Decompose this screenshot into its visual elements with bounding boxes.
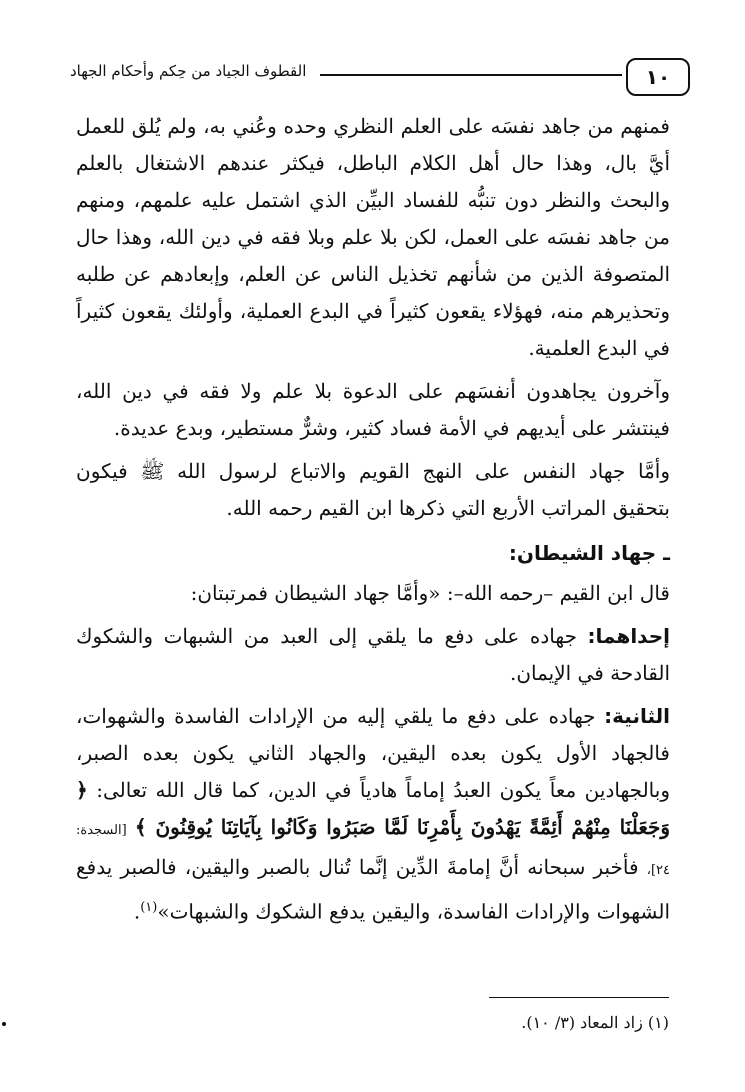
section-heading: ـ جهاد الشيطان: <box>508 541 670 565</box>
first-rank-lead: إحداهما: <box>587 624 670 648</box>
page-header <box>70 52 690 100</box>
footnote: (١) زاد المعاد (٣/ ١٠). <box>521 1013 669 1032</box>
page-body <box>76 108 670 937</box>
margin-mark <box>2 1022 6 1026</box>
second-rank-paragraph <box>76 698 670 931</box>
footnote-rule <box>489 997 669 998</box>
second-rank-conclusion: فأخبر سبحانه أنَّ إمامةَ الدِّين إنَّما تُنال بالصبر واليقين، فالصبر يدفع الشهوات والإرادات الفاسدة، واليقين يدفع الشكوك والشبهات» <box>76 855 670 924</box>
running-title: القطوف الجياد من حِكم وأحكام الجهاد <box>70 62 307 80</box>
quran-reference: [السجدة: ٢٤]، <box>76 823 671 878</box>
paragraph-1: فمنهم من جاهد نفسَه على العلم النظري وحده وعُني به، ولم يُلق للعمل أيَّ بال، وهذا حال أهل الكلام الباطل، فيكثر عندهم الاشتغال بالعلم والبحث والنظر دون تنبُّه للفساد البيِّن الذي اشتمل عليه علمهم، ومنهم من جاهد نفسَه على العمل، لكن بلا علم وبلا فقه في دين الله، وهذا حال المتصوفة الذين من شأنهم تخذيل الناس عن العلم، وإبعادهم عن طلبه وتحذيرهم منه، فهؤلاء يقعون كثيراً في البدع العملية، وأولئك يقعون كثيراً في البدع العلمية. <box>76 114 670 360</box>
paragraph-3: وأمَّا جهاد النفس على النهج القويم والاتباع لرسول الله ﷺ فيكون بتحقيق المراتب الأربع التي ذكرها ابن القيم رحمه الله. <box>76 459 670 520</box>
second-rank-lead: الثانية: <box>604 704 670 728</box>
end-period: . <box>133 899 141 924</box>
paragraph-2: وآخرون يجاهدون أنفسَهم على الدعوة بلا علم ولا فقه في دين الله، فينتشر على أيديهم في الأمة فساد كثير، وشرٌّ مستطير، وبدع عديدة. <box>76 379 670 440</box>
header-rule <box>320 74 622 76</box>
first-rank-paragraph <box>76 618 670 692</box>
quote-intro: قال ابن القيم –رحمه الله–: «وأمَّا جهاد الشيطان فمرتبتان: <box>190 581 670 605</box>
footnote-marker: (١) <box>140 900 158 915</box>
second-rank-text: جهاده على دفع ما يلقي إليه من الإرادات الفاسدة والشهوات، فالجهاد الأول يكون بعده اليقين، والجهاد الثاني يكون بعده الصبر، وبالجهادين معاً يكون العبدُ إماماً هادياً في الدين، كما قال الله تعالى: <box>76 704 671 802</box>
first-rank-text: جهاده على دفع ما يلقي إلى العبد من الشبهات والشكوك القادحة في الإيمان. <box>76 624 670 685</box>
quran-verse: ﴿ وَجَعَلْنَا مِنْهُمْ أَئِمَّةً يَهْدُونَ بِأَمْرِنَا لَمَّا صَبَرُوا وَكَانُوا بِآيَاتِنَا يُوقِنُونَ ﴾ <box>76 778 670 839</box>
page-number: ١٠ <box>626 58 690 96</box>
